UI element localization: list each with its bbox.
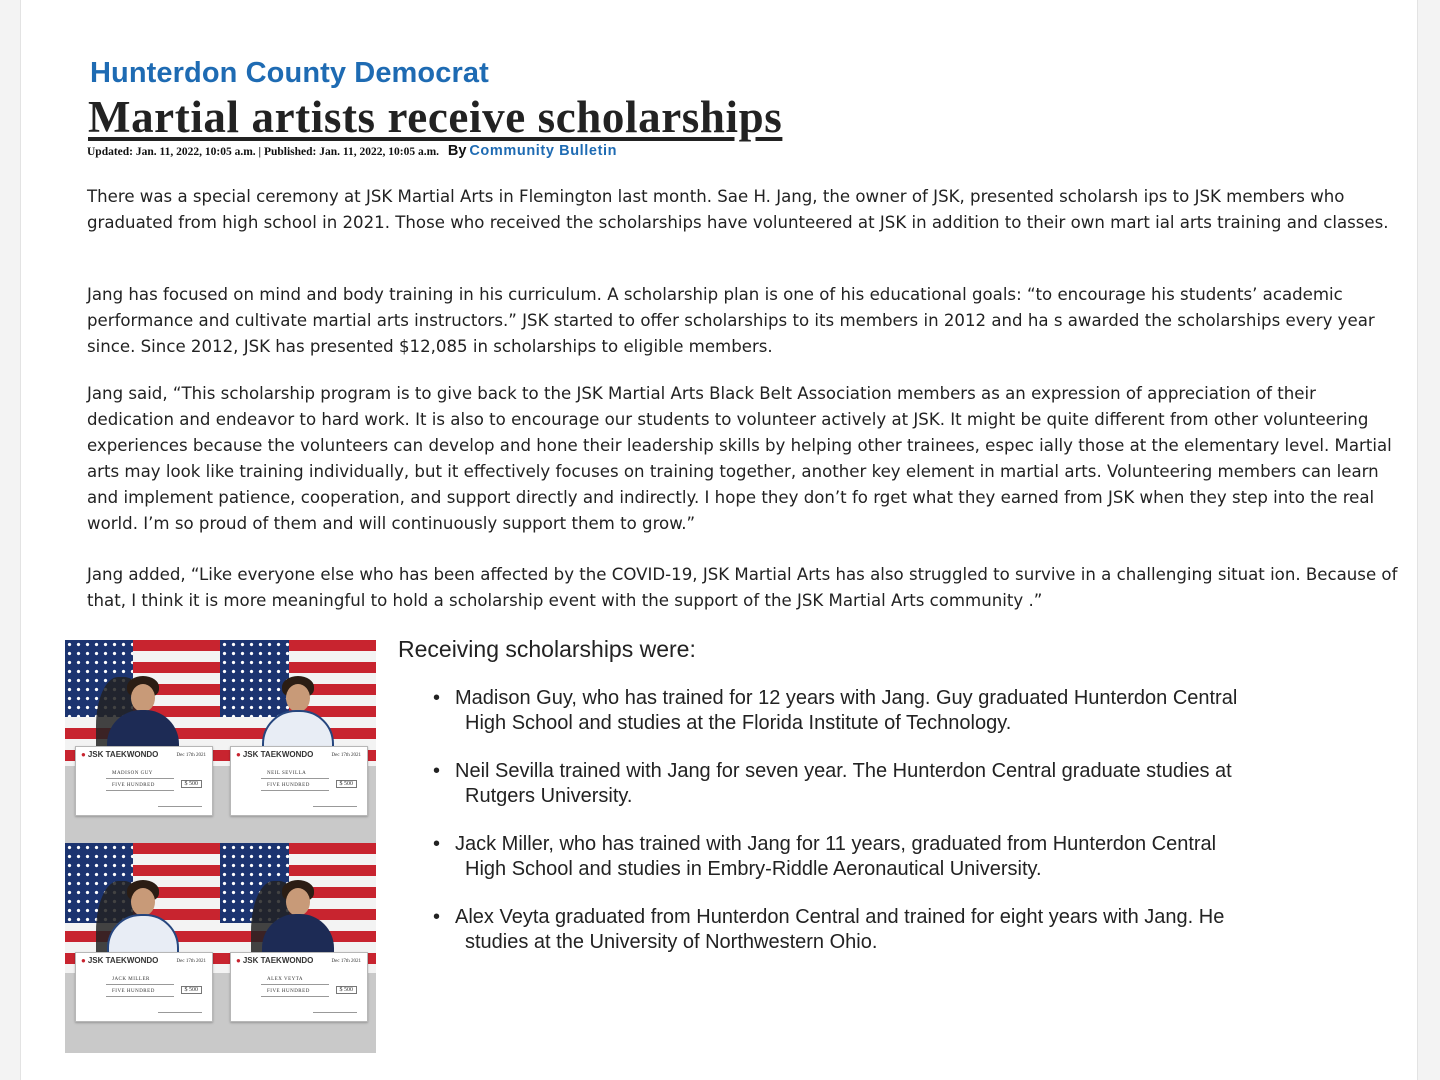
photo-recipient-3 bbox=[65, 843, 220, 1053]
recipients-list bbox=[433, 686, 1333, 978]
paragraph-2: Jang has focused on mind and body training in his curriculum. A scholarship plan is one of his educational goals: “to encourage his students’ academic performance and cultivate martial arts instructors.” JSK started to offer scholarships to its members in 2012 and ha s awarded the scholarships every year since. Since 2012, JSK has presented $12,085 in scholarships to eligible members. bbox=[87, 285, 1375, 356]
byline-label: By bbox=[447, 143, 467, 159]
masthead: Hunterdon County Democrat bbox=[90, 57, 489, 89]
paragraph-1: There was a special ceremony at JSK Martial Arts in Flemington last month. Sae H. Jang, the owner of JSK, presented scholarsh ips to JSK members who graduated from high school in 2021. Those who received the scholarships have volunteered at JSK in addition to their own mart ial arts training and classes. bbox=[87, 187, 1389, 232]
list-item: • Madison Guy, who has trained for 12 years with Jang. Guy graduated Hunterdon Central High School and studies at the Florida Institute of Technology. bbox=[433, 686, 1333, 736]
headline: Martial artists receive scholarships bbox=[88, 92, 783, 142]
photo-collage bbox=[65, 640, 376, 1053]
paragraph-3: Jang said, “This scholarship program is to give back to the JSK Martial Arts Black Belt Association members as an expression of appreciation of their dedication and endeavor to hard work. It is also to encourage our students to volunteer actively at JSK. It might be quite different from other volunteering experiences because the volunteers can develop and hone their leadership skills by helping other trainees, espec ially those at the elementary level. Martial arts may look like training individually, but it effectively focuses on training together, another key element in martial arts. Volunteering members can learn and implement patience, cooperation, and support directly and indirectly. I hope they don’t fo rget what they earned from JSK when they step into the real world. I’m so proud of them and will continuously support them to grow.” bbox=[87, 384, 1392, 533]
recipient-figure bbox=[121, 668, 165, 746]
dateline bbox=[87, 143, 617, 159]
photo-recipient-1 bbox=[65, 640, 220, 843]
scholarship-check: ● JSK TAEKWONDO Dec 17th 2021 JACK MILLER FIVE HUNDRED $ 500 bbox=[75, 952, 213, 1022]
paragraph-4: Jang added, “Like everyone else who has been affected by the COVID-19, JSK Martial Arts has also struggled to survive in a challenging situat ion. Because of that, I think it is more meaningful to hold a scholarship event with the support of the JSK Martial Arts community .” bbox=[87, 565, 1398, 610]
scholarship-check: ● JSK TAEKWONDO Dec 17th 2021 MADISON GUY FIVE HUNDRED $ 500 bbox=[75, 746, 213, 816]
recipient-figure bbox=[276, 872, 320, 950]
author-link[interactable]: Community Bulletin bbox=[469, 143, 618, 159]
list-item: • Jack Miller, who has trained with Jang for 11 years, graduated from Hunterdon Central High School and studies in Embry-Riddle Aeronautical University. bbox=[433, 832, 1333, 882]
recipient-figure bbox=[121, 872, 165, 950]
scholarship-check: ● JSK TAEKWONDO Dec 17th 2021 ALEX VEYTA FIVE HUNDRED $ 500 bbox=[230, 952, 368, 1022]
recipients-heading: Receiving scholarships were: bbox=[398, 636, 696, 662]
scholarship-check: ● JSK TAEKWONDO Dec 17th 2021 NEIL SEVILLA FIVE HUNDRED $ 500 bbox=[230, 746, 368, 816]
recipient-figure bbox=[276, 668, 320, 746]
photo-recipient-4 bbox=[220, 843, 376, 1053]
list-item: • Alex Veyta graduated from Hunterdon Central and trained for eight years with Jang. He studies at the University of Northwestern Ohio. bbox=[433, 905, 1333, 955]
list-item: • Neil Sevilla trained with Jang for seven year. The Hunterdon Central graduate studies at Rutgers University. bbox=[433, 759, 1333, 809]
timestamps: Updated: Jan. 11, 2022, 10:05 a.m. | Published: Jan. 11, 2022, 10:05 a.m. bbox=[87, 146, 440, 158]
photo-recipient-2 bbox=[220, 640, 376, 843]
